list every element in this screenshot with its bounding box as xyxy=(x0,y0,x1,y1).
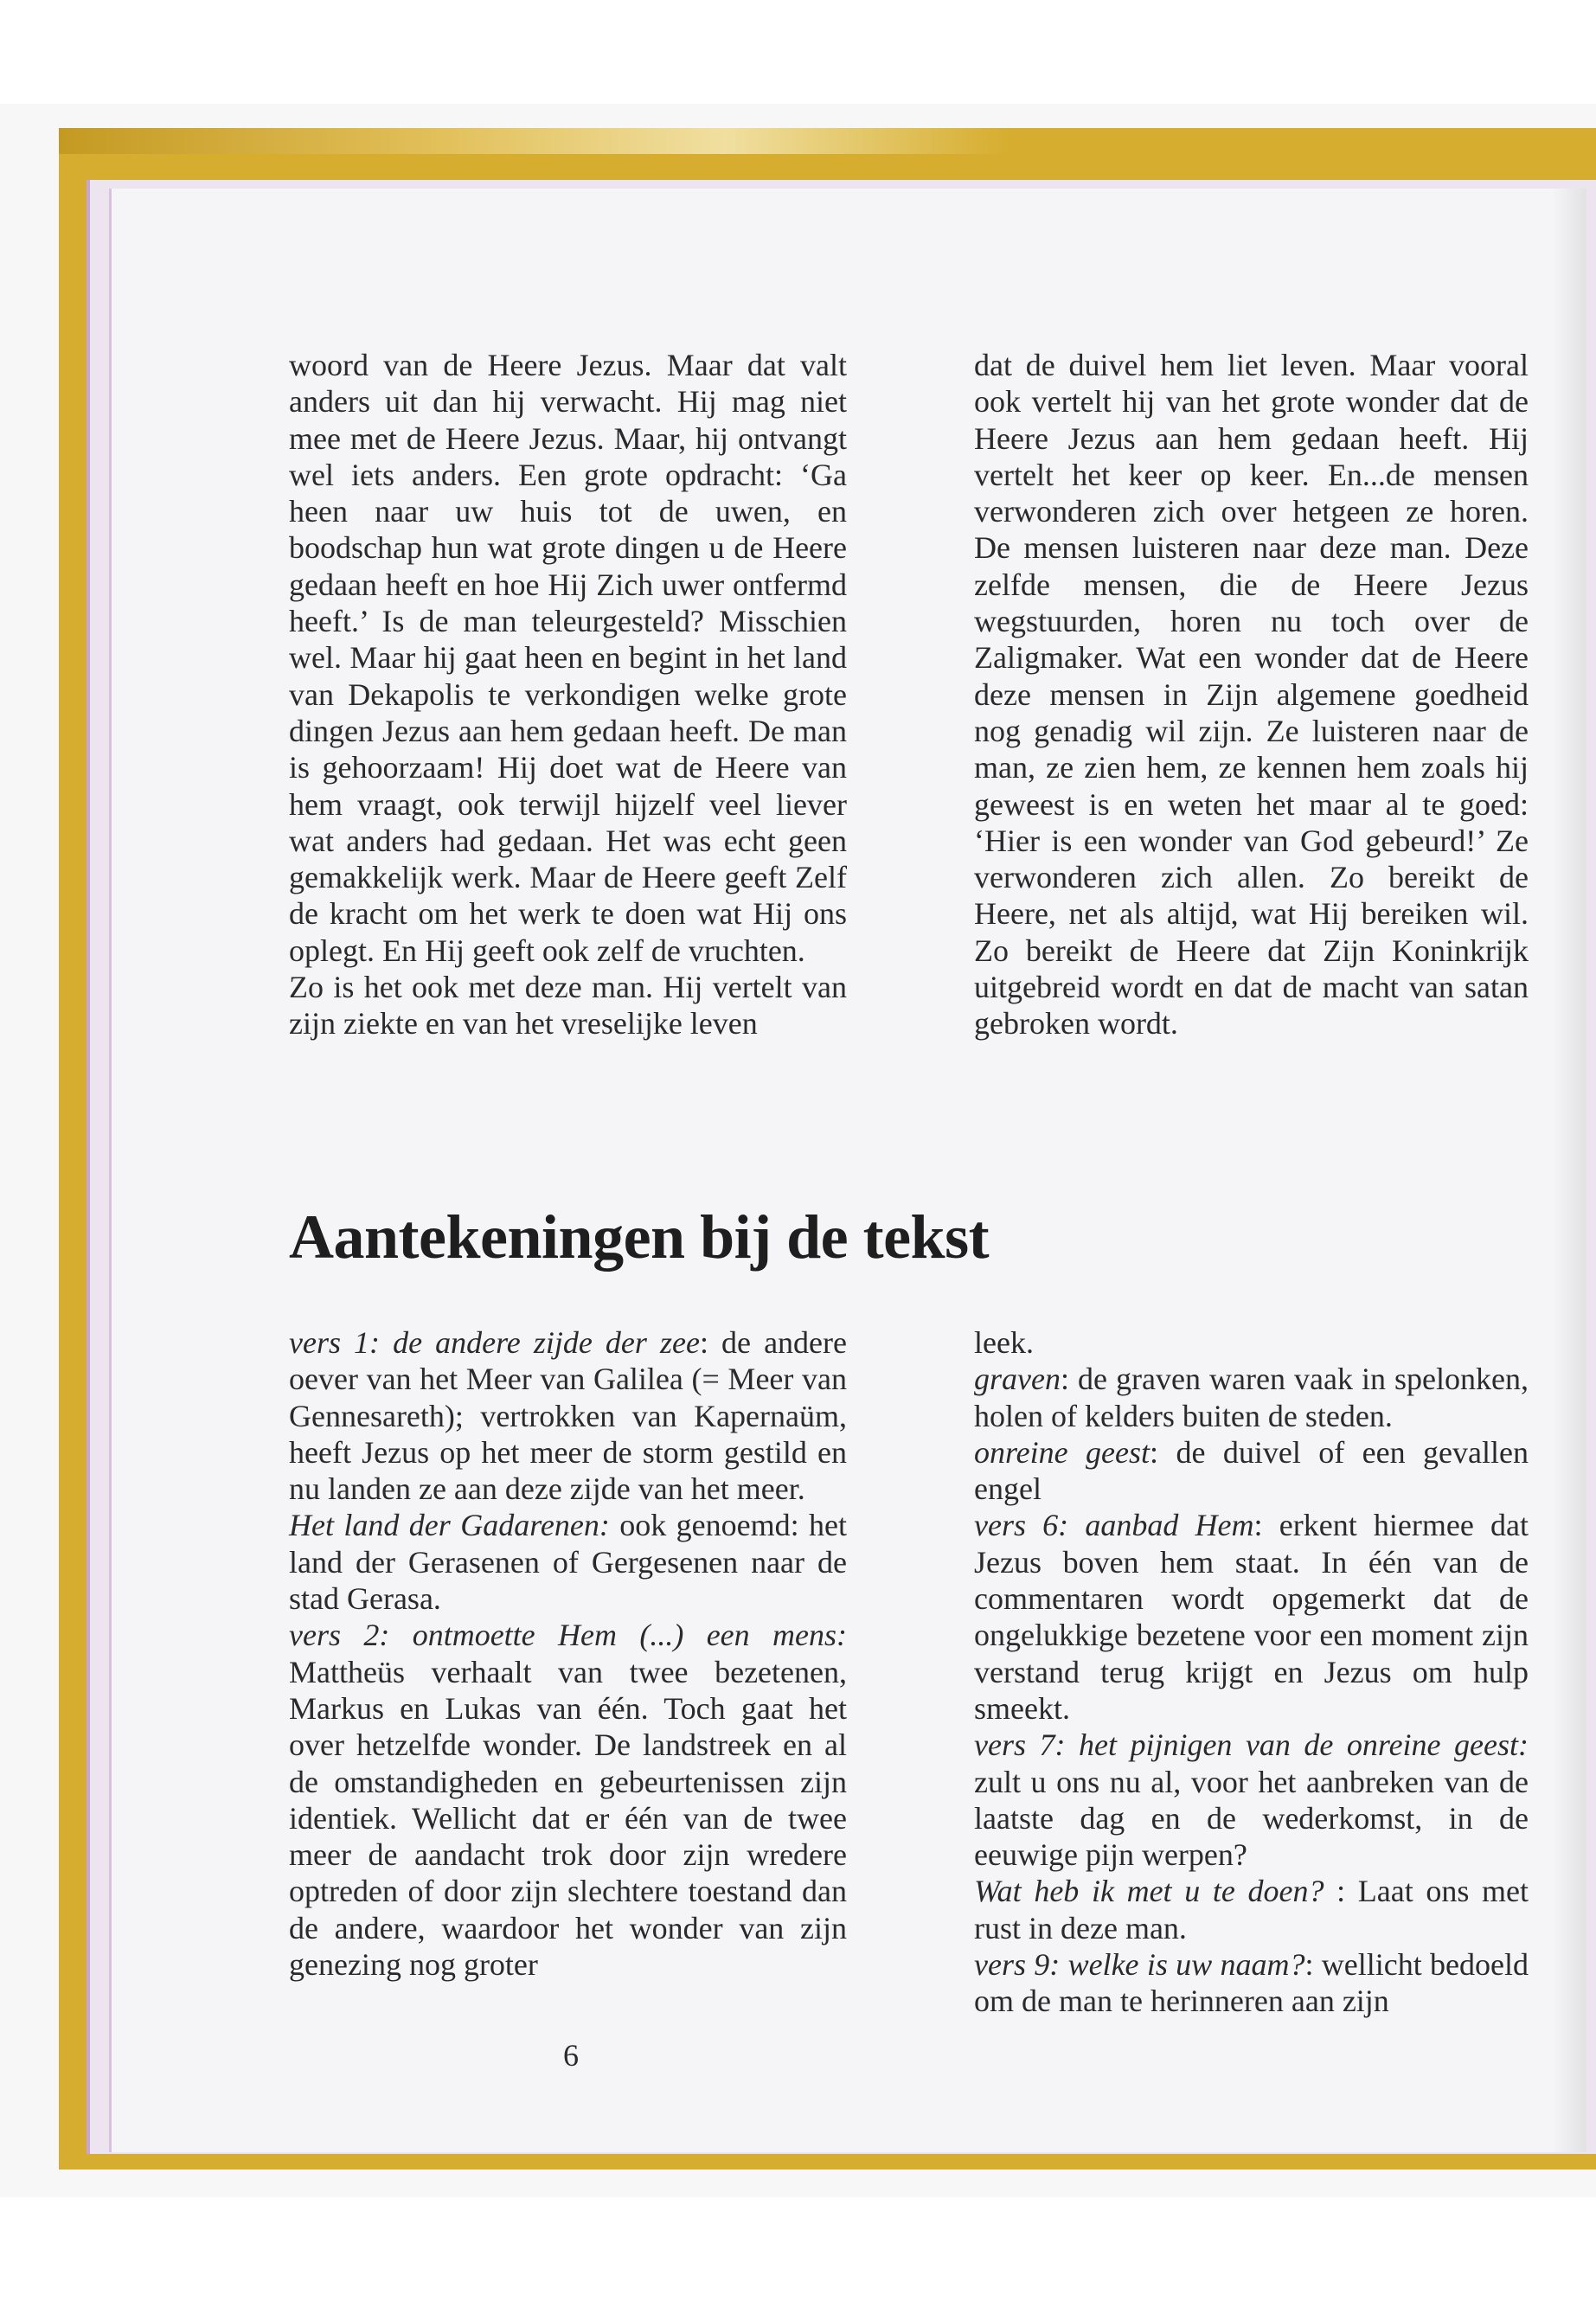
note-entry xyxy=(974,1727,1529,1873)
note-term: vers 6: aanbad Hem xyxy=(974,1508,1254,1543)
note-text: Mattheüs verhaalt van twee bezetenen, Markus en Lukas van één. Toch gaat het over hetzelfde wonder. De landstreek en al de omstandigheden en gebeurtenissen zijn identiek. Wellicht dat er één van de twee meer de aandacht trok door zijn wredere optreden of door zijn slechtere toestand dan de andere, waardoor het wonder van zijn genezing nog groter xyxy=(289,1654,847,1983)
page-number: 6 xyxy=(563,2038,579,2073)
note-entry xyxy=(289,1617,847,1983)
body-column-left xyxy=(289,347,847,1042)
note-entry xyxy=(974,1946,1529,2020)
note-term: graven xyxy=(974,1362,1061,1397)
note-text: : wellicht bedoeld om de man te herinneren aan zijn xyxy=(974,1947,1529,2019)
note-text: zult u ons nu al, voor het aanbreken van de laatste dag en de wederkomst, in de eeuwige pijn werpen? xyxy=(974,1764,1529,1873)
note-entry xyxy=(289,1324,847,1507)
book-cover-edge xyxy=(59,128,1010,154)
note-text: : Laat ons met rust in deze man. xyxy=(974,1874,1529,1945)
note-entry xyxy=(974,1873,1529,1946)
page-gutter-shadow xyxy=(1552,189,1586,2152)
note-entry xyxy=(974,1361,1529,1434)
note-entry xyxy=(289,1507,847,1617)
note-term: vers 2: ontmoette Hem (...) een mens: xyxy=(289,1618,847,1653)
note-text: : erkent hiermee dat Jezus boven hem staat. In één van de commentaren wordt opgemerkt dat de ongelukkige bezetene voor een moment zijn verstand terug krijgt en Jezus om hulp smeekt. xyxy=(974,1508,1529,1726)
note-term: vers 9: welke is uw naam? xyxy=(974,1947,1305,1983)
note-term: Het land der Gadarenen: xyxy=(289,1508,610,1543)
note-term: onreine geest xyxy=(974,1434,1151,1470)
note-text: ook genoemd: het land der Gerasenen of Gergesenen naar de stad Gerasa. xyxy=(289,1508,847,1617)
note-continuation: leek. xyxy=(974,1325,1034,1360)
paragraph: Zo is het ook met deze man. Hij vertelt van zijn ziekte en van het vreselijke leven xyxy=(289,970,847,1042)
body-column-right xyxy=(974,347,1529,1042)
note-term: vers 7: het pijnigen van de onreine geest: xyxy=(974,1727,1529,1763)
note-text: : de andere oever van het Meer van Galilea (= Meer van Gennesareth); vertrokken van Kapernaüm, heeft Jezus op het meer de storm gestild en nu landen ze aan deze zijde van het meer. xyxy=(289,1325,847,1507)
note-entry xyxy=(974,1434,1529,1508)
note-text: : de graven waren vaak in spelonken, holen of kelders buiten de steden. xyxy=(974,1362,1529,1433)
paragraph: woord van de Heere Jezus. Maar dat valt anders uit dan hij verwacht. Hij mag niet mee met de Heere Jezus. Maar, hij ontvangt wel iets anders. Een grote opdracht: ‘Ga heen naar uw huis tot de uwen, en boodschap hun wat grote dingen u de Heere gedaan heeft en hoe Hij Zich uwer ontfermd heeft.’ Is de man teleurgesteld? Misschien wel. Maar hij gaat heen en begint in het land van Dekapolis te verkondigen welke grote dingen Jezus aan hem gedaan heeft. De man is gehoorzaam! Hij doet wat de Heere van hem vraagt, ook terwijl hijzelf veel liever wat anders had gedaan. Het was echt geen gemakkelijk werk. Maar de Heere geeft Zelf de kracht om het werk te doen wat Hij ons oplegt. En Hij geeft ook zelf de vruchten. xyxy=(289,348,847,968)
notes-column-left xyxy=(289,1324,847,1983)
paragraph: dat de duivel hem liet leven. Maar vooral ook vertelt hij van het grote wonder dat de Heere Jezus aan hem gedaan heeft. Hij vertelt het keer op keer. En...de mensen verwonderen zich over hetgeen ze horen. De mensen luisteren naar deze man. Deze zelfde mensen, die de Heere Jezus wegstuurden, horen nu toch over de Zaligmaker. Wat een wonder dat de Heere deze mensen in Zijn algemene goedheid nog genadig wil zijn. Ze luisteren naar de man, ze zien hem, ze kennen hem zoals hij geweest is en weten het maar al te goed: ‘Hier is een wonder van God gebeurd!’ Ze verwonderen zich allen. Zo bereikt de Heere, net als altijd, wat Hij bereiken wil. Zo bereikt de Heere dat Zijn Koninkrijk uitgebreid wordt en dat de macht van satan gebroken wordt. xyxy=(974,348,1529,1042)
note-term: vers 1: de andere zijde der zee xyxy=(289,1325,700,1360)
note-term: Wat heb ik met u te doen? xyxy=(974,1874,1324,1909)
note-entry xyxy=(974,1507,1529,1727)
note-text: : de duivel of een gevallen engel xyxy=(974,1434,1529,1507)
section-heading: Aantekeningen bij de tekst xyxy=(289,1202,990,1272)
notes-column-right xyxy=(974,1324,1529,2020)
